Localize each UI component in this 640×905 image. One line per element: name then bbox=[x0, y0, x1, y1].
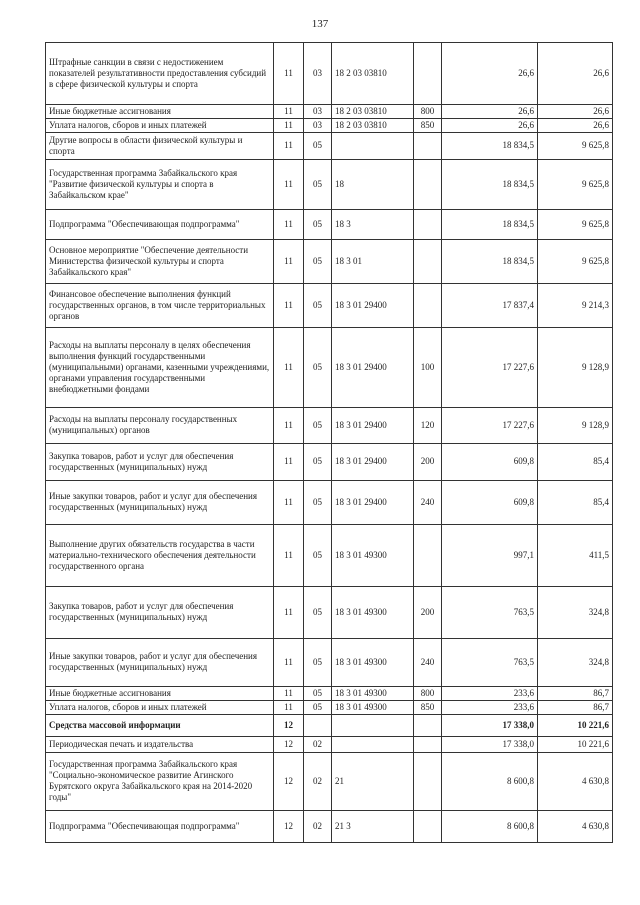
expense-type-code: 120 bbox=[414, 407, 442, 443]
table-row bbox=[46, 752, 613, 810]
target-article-code: 18 bbox=[332, 159, 414, 209]
subsection-code: 05 bbox=[304, 239, 332, 283]
row-name: Выполнение других обязательств государства в части материально-технического обеспечения деятельности государственного органа bbox=[46, 524, 274, 586]
target-article-code: 18 3 01 29400 bbox=[332, 283, 414, 327]
row-name: Основное мероприятие "Обеспечение деятельности Министерства физической культуры и спорта Забайкальского края" bbox=[46, 239, 274, 283]
amount-executed: 9 128,9 bbox=[538, 407, 613, 443]
table-row bbox=[46, 480, 613, 524]
expense-type-code bbox=[414, 283, 442, 327]
subsection-code: 02 bbox=[304, 752, 332, 810]
amount-planned: 8 600,8 bbox=[442, 810, 538, 842]
expense-type-code: 800 bbox=[414, 105, 442, 119]
section-code: 11 bbox=[274, 118, 304, 132]
expense-type-code: 800 bbox=[414, 686, 442, 700]
subsection-code: 05 bbox=[304, 700, 332, 714]
section-code: 11 bbox=[274, 524, 304, 586]
budget-table bbox=[45, 42, 613, 843]
table-row bbox=[46, 159, 613, 209]
row-name: Подпрограмма "Обеспечивающая подпрограмма" bbox=[46, 810, 274, 842]
expense-type-code bbox=[414, 736, 442, 752]
amount-executed: 324,8 bbox=[538, 638, 613, 686]
table-row bbox=[46, 105, 613, 119]
target-article-code bbox=[332, 714, 414, 736]
amount-executed: 85,4 bbox=[538, 443, 613, 480]
section-code: 11 bbox=[274, 105, 304, 119]
subsection-code: 05 bbox=[304, 283, 332, 327]
subsection-code: 03 bbox=[304, 43, 332, 105]
expense-type-code bbox=[414, 810, 442, 842]
target-article-code: 18 3 bbox=[332, 209, 414, 239]
target-article-code: 18 3 01 29400 bbox=[332, 480, 414, 524]
amount-executed: 4 630,8 bbox=[538, 752, 613, 810]
row-name: Государственная программа Забайкальского края "Развитие физической культуры и спорта в Забайкальском крае" bbox=[46, 159, 274, 209]
subsection-code: 03 bbox=[304, 118, 332, 132]
target-article-code: 21 3 bbox=[332, 810, 414, 842]
target-article-code bbox=[332, 132, 414, 159]
amount-executed: 9 625,8 bbox=[538, 159, 613, 209]
row-name: Закупка товаров, работ и услуг для обеспечения государственных (муниципальных) нужд bbox=[46, 586, 274, 638]
amount-executed: 10 221,6 bbox=[538, 736, 613, 752]
page-number: 137 bbox=[311, 18, 329, 30]
section-code: 11 bbox=[274, 327, 304, 407]
target-article-code: 18 3 01 29400 bbox=[332, 327, 414, 407]
section-code: 11 bbox=[274, 283, 304, 327]
expense-type-code: 240 bbox=[414, 480, 442, 524]
expense-type-code bbox=[414, 239, 442, 283]
target-article-code: 18 3 01 29400 bbox=[332, 407, 414, 443]
row-name: Периодическая печать и издательства bbox=[46, 736, 274, 752]
row-name: Уплата налогов, сборов и иных платежей bbox=[46, 700, 274, 714]
row-name: Расходы на выплаты персоналу государственных (муниципальных) органов bbox=[46, 407, 274, 443]
expense-type-code bbox=[414, 132, 442, 159]
amount-planned: 18 834,5 bbox=[442, 209, 538, 239]
amount-planned: 609,8 bbox=[442, 480, 538, 524]
amount-planned: 997,1 bbox=[442, 524, 538, 586]
row-name: Государственная программа Забайкальского края "Социально-экономическое развитие Агинского Бурятского округа Забайкальского края на 2014-2020 годы" bbox=[46, 752, 274, 810]
section-code: 11 bbox=[274, 443, 304, 480]
expense-type-code: 240 bbox=[414, 638, 442, 686]
amount-planned: 609,8 bbox=[442, 443, 538, 480]
subsection-code: 05 bbox=[304, 638, 332, 686]
amount-executed: 26,6 bbox=[538, 118, 613, 132]
subsection-code: 03 bbox=[304, 105, 332, 119]
table-row bbox=[46, 132, 613, 159]
section-code: 11 bbox=[274, 132, 304, 159]
section-code: 11 bbox=[274, 209, 304, 239]
amount-executed: 85,4 bbox=[538, 480, 613, 524]
amount-executed: 9 625,8 bbox=[538, 132, 613, 159]
target-article-code: 18 3 01 49300 bbox=[332, 686, 414, 700]
row-name: Иные бюджетные ассигнования bbox=[46, 686, 274, 700]
row-name: Другие вопросы в области физической культуры и спорта bbox=[46, 132, 274, 159]
table-row bbox=[46, 586, 613, 638]
expense-type-code: 850 bbox=[414, 118, 442, 132]
amount-planned: 17 837,4 bbox=[442, 283, 538, 327]
table-row bbox=[46, 239, 613, 283]
expense-type-code: 200 bbox=[414, 586, 442, 638]
amount-planned: 26,6 bbox=[442, 105, 538, 119]
table-row bbox=[46, 524, 613, 586]
target-article-code: 18 3 01 49300 bbox=[332, 638, 414, 686]
amount-planned: 763,5 bbox=[442, 638, 538, 686]
expense-type-code bbox=[414, 43, 442, 105]
subsection-code: 02 bbox=[304, 736, 332, 752]
subsection-code: 05 bbox=[304, 132, 332, 159]
row-name: Финансовое обеспечение выполнения функций государственных органов, в том числе территориальных органов bbox=[46, 283, 274, 327]
section-code: 12 bbox=[274, 810, 304, 842]
table-row bbox=[46, 700, 613, 714]
expense-type-code: 200 bbox=[414, 443, 442, 480]
subsection-code: 05 bbox=[304, 480, 332, 524]
amount-executed: 26,6 bbox=[538, 43, 613, 105]
subsection-code: 05 bbox=[304, 407, 332, 443]
amount-planned: 233,6 bbox=[442, 686, 538, 700]
section-code: 12 bbox=[274, 736, 304, 752]
amount-planned: 17 338,0 bbox=[442, 714, 538, 736]
amount-executed: 9 128,9 bbox=[538, 327, 613, 407]
amount-planned: 26,6 bbox=[442, 43, 538, 105]
amount-executed: 26,6 bbox=[538, 105, 613, 119]
row-name: Иные бюджетные ассигнования bbox=[46, 105, 274, 119]
subsection-code: 05 bbox=[304, 327, 332, 407]
amount-executed: 9 625,8 bbox=[538, 239, 613, 283]
expense-type-code bbox=[414, 209, 442, 239]
subsection-code: 05 bbox=[304, 209, 332, 239]
amount-planned: 26,6 bbox=[442, 118, 538, 132]
target-article-code: 18 3 01 49300 bbox=[332, 700, 414, 714]
section-code: 11 bbox=[274, 700, 304, 714]
expense-type-code bbox=[414, 159, 442, 209]
amount-executed: 10 221,6 bbox=[538, 714, 613, 736]
amount-planned: 18 834,5 bbox=[442, 239, 538, 283]
section-code: 12 bbox=[274, 752, 304, 810]
target-article-code: 18 3 01 49300 bbox=[332, 524, 414, 586]
amount-planned: 17 227,6 bbox=[442, 407, 538, 443]
target-article-code: 18 2 03 03810 bbox=[332, 118, 414, 132]
table-row bbox=[46, 686, 613, 700]
amount-planned: 8 600,8 bbox=[442, 752, 538, 810]
section-code: 11 bbox=[274, 638, 304, 686]
amount-executed: 9 625,8 bbox=[538, 209, 613, 239]
subsection-code: 05 bbox=[304, 159, 332, 209]
table-row bbox=[46, 443, 613, 480]
section-code: 11 bbox=[274, 43, 304, 105]
table-row bbox=[46, 209, 613, 239]
amount-executed: 86,7 bbox=[538, 686, 613, 700]
amount-executed: 4 630,8 bbox=[538, 810, 613, 842]
section-code: 12 bbox=[274, 714, 304, 736]
section-code: 11 bbox=[274, 686, 304, 700]
amount-executed: 411,5 bbox=[538, 524, 613, 586]
section-code: 11 bbox=[274, 480, 304, 524]
target-article-code: 18 3 01 29400 bbox=[332, 443, 414, 480]
table-row bbox=[46, 736, 613, 752]
target-article-code: 21 bbox=[332, 752, 414, 810]
amount-planned: 233,6 bbox=[442, 700, 538, 714]
amount-planned: 17 338,0 bbox=[442, 736, 538, 752]
subsection-code bbox=[304, 714, 332, 736]
section-code: 11 bbox=[274, 159, 304, 209]
subsection-code: 05 bbox=[304, 686, 332, 700]
table-row bbox=[46, 118, 613, 132]
amount-executed: 9 214,3 bbox=[538, 283, 613, 327]
target-article-code bbox=[332, 736, 414, 752]
target-article-code: 18 2 03 03810 bbox=[332, 105, 414, 119]
subsection-code: 05 bbox=[304, 443, 332, 480]
amount-executed: 86,7 bbox=[538, 700, 613, 714]
section-code: 11 bbox=[274, 407, 304, 443]
amount-executed: 324,8 bbox=[538, 586, 613, 638]
row-name: Уплата налогов, сборов и иных платежей bbox=[46, 118, 274, 132]
row-name: Иные закупки товаров, работ и услуг для обеспечения государственных (муниципальных) нужд bbox=[46, 638, 274, 686]
amount-planned: 18 834,5 bbox=[442, 132, 538, 159]
amount-planned: 17 227,6 bbox=[442, 327, 538, 407]
table-row bbox=[46, 638, 613, 686]
table-row bbox=[46, 283, 613, 327]
section-code: 11 bbox=[274, 239, 304, 283]
section-code: 11 bbox=[274, 586, 304, 638]
expense-type-code bbox=[414, 714, 442, 736]
row-name: Средства массовой информации bbox=[46, 714, 274, 736]
target-article-code: 18 3 01 49300 bbox=[332, 586, 414, 638]
subsection-code: 05 bbox=[304, 524, 332, 586]
target-article-code: 18 2 03 03810 bbox=[332, 43, 414, 105]
table-row bbox=[46, 407, 613, 443]
row-name: Иные закупки товаров, работ и услуг для обеспечения государственных (муниципальных) нужд bbox=[46, 480, 274, 524]
expense-type-code: 100 bbox=[414, 327, 442, 407]
expense-type-code bbox=[414, 524, 442, 586]
table-row bbox=[46, 714, 613, 736]
row-name: Расходы на выплаты персоналу в целях обеспечения выполнения функций государственными (муниципальными) органами, казенными учреждениями, органами управления государственными внебюджетными фондами bbox=[46, 327, 274, 407]
amount-planned: 18 834,5 bbox=[442, 159, 538, 209]
expense-type-code: 850 bbox=[414, 700, 442, 714]
subsection-code: 02 bbox=[304, 810, 332, 842]
row-name: Закупка товаров, работ и услуг для обеспечения государственных (муниципальных) нужд bbox=[46, 443, 274, 480]
row-name: Подпрограмма "Обеспечивающая подпрограмма" bbox=[46, 209, 274, 239]
expense-type-code bbox=[414, 752, 442, 810]
table-row bbox=[46, 327, 613, 407]
table-row bbox=[46, 43, 613, 105]
subsection-code: 05 bbox=[304, 586, 332, 638]
target-article-code: 18 3 01 bbox=[332, 239, 414, 283]
row-name: Штрафные санкции в связи с недостижением показателей результативности предоставления субсидий в сфере физической культуры и спорта bbox=[46, 43, 274, 105]
table-row bbox=[46, 810, 613, 842]
amount-planned: 763,5 bbox=[442, 586, 538, 638]
